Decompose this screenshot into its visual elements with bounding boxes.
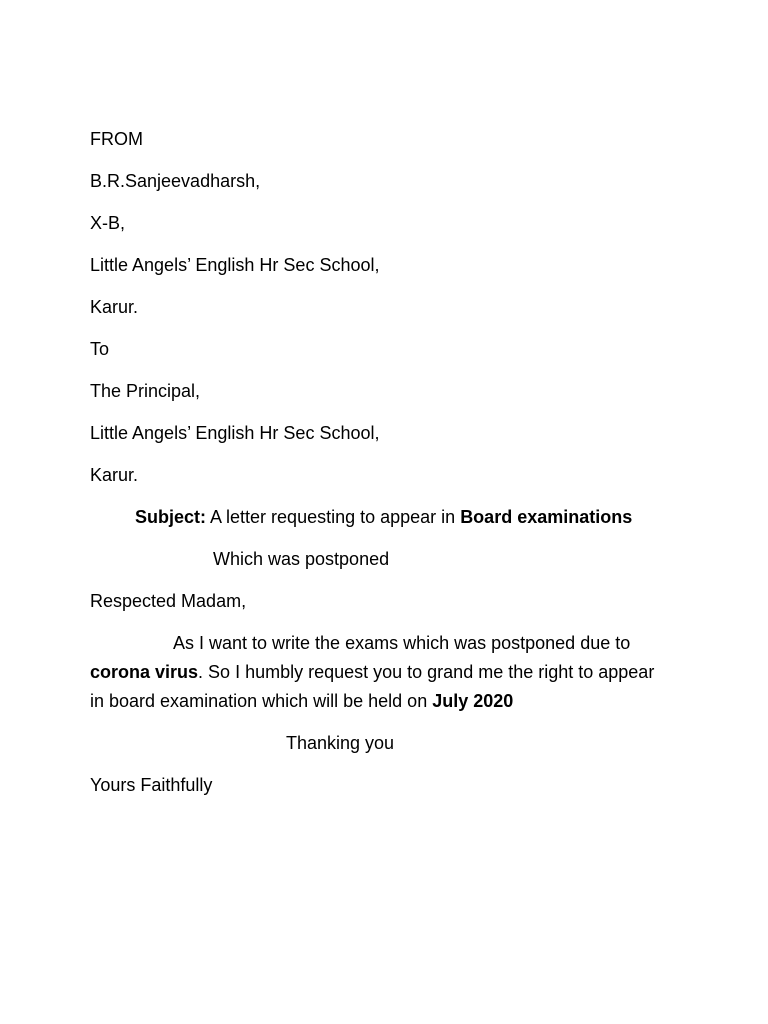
- recipient-school: Little Angels’ English Hr Sec School,: [90, 423, 380, 443]
- subject-line: [135, 506, 632, 528]
- body-emphasis-date: July 2020: [432, 691, 514, 711]
- sender-school: Little Angels’ English Hr Sec School,: [90, 255, 380, 275]
- body-line-3-text: in board examination which will be held on: [90, 691, 433, 711]
- closing-signoff: Yours Faithfully: [90, 775, 213, 795]
- subject-label: Subject:: [135, 507, 207, 527]
- recipient-city: Karur.: [90, 465, 139, 485]
- subject-text: A letter requesting to appear in: [206, 507, 461, 527]
- body-line-2-text: . So I humbly request you to grand me the right to appear: [198, 662, 655, 682]
- sender-name: B.R.Sanjeevadharsh,: [90, 171, 261, 191]
- from-heading: FROM: [90, 129, 143, 149]
- body-line-3: [90, 690, 513, 712]
- closing-thanks: Thanking you: [286, 733, 395, 753]
- subject-emphasis: Board examinations: [460, 507, 633, 527]
- body-line-2: [90, 661, 654, 683]
- body-emphasis-virus: corona virus: [90, 662, 199, 682]
- recipient-title: The Principal,: [90, 381, 201, 401]
- to-heading: To: [90, 339, 110, 359]
- body-line-1: As I want to write the exams which was postponed due to: [173, 633, 631, 653]
- sender-class: X-B,: [90, 213, 126, 233]
- salutation: Respected Madam,: [90, 591, 247, 611]
- subject-continuation: Which was postponed: [213, 549, 390, 569]
- sender-city: Karur.: [90, 297, 139, 317]
